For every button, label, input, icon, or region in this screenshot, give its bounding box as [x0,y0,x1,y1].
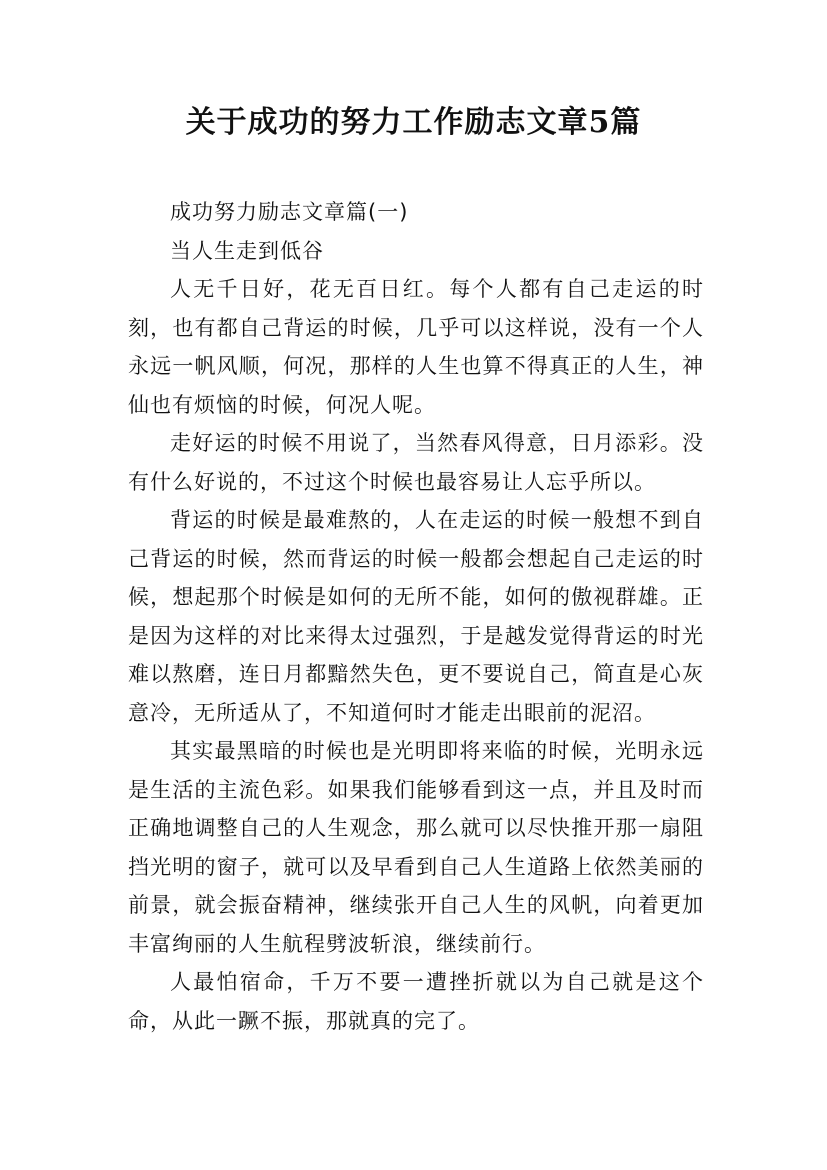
paragraph: 人无千日好，花无百日红。每个人都有自己走运的时刻，也有都自己背运的时候，几乎可以这样说，没有一个人永远一帆风顺，何况，那样的人生也算不得真正的人生，神仙也有烦恼的时候，何况人呢。 [128,277,704,417]
document-body [128,193,704,1040]
article-subtitle: 当人生走到低谷 [170,238,324,263]
section-heading: 成功努力励志文章篇(一) [170,200,409,224]
paragraph: 人最怕宿命，千万不要一遭挫折就以为自己就是这个命，从此一蹶不振，那就真的完了。 [128,970,704,1033]
paragraph: 背运的时候是最难熬的，人在走运的时候一般想不到自己背运的时候，然而背运的时候一般都会想起自己走运的时候，想起那个时候是如何的无所不能，如何的傲视群雄。正是因为这样的对比来得太过强烈，于是越发觉得背运的时光难以熬磨，连日月都黯然失色，更不要说自己，简直是心灰意冷，无所适从了，不知道何时才能走出眼前的泥沼。 [128,508,704,725]
document-title: 关于成功的努力工作励志文章5篇 [185,105,642,140]
paragraph: 其实最黑暗的时候也是光明即将来临的时候，光明永远是生活的主流色彩。如果我们能够看到这一点，并且及时而正确地调整自己的人生观念，那么就可以尽快推开那一扇阻挡光明的窗子，就可以及早看到自己人生道路上依然美丽的前景，就会振奋精神，继续张开自己人生的风帆，向着更加丰富绚丽的人生航程劈波斩浪，继续前行。 [128,739,704,956]
paragraph: 走好运的时候不用说了，当然春风得意，日月添彩。没有什么好说的，不过这个时候也最容易让人忘乎所以。 [128,431,704,494]
